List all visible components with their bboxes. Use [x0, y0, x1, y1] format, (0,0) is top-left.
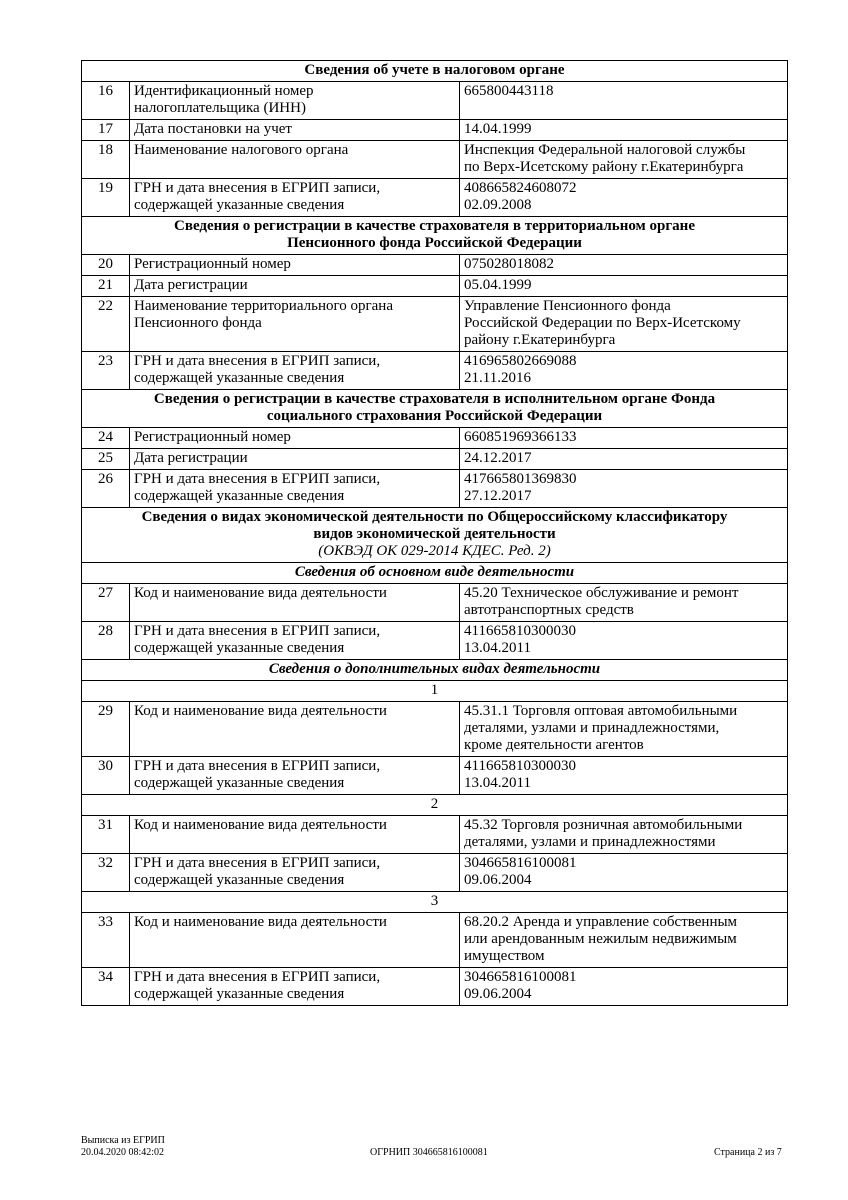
row-value-line: 45.20 Техническое обслуживание и ремонт — [464, 585, 739, 601]
row-label — [130, 584, 460, 622]
row-label — [130, 702, 460, 757]
row-label-line: Дата регистрации — [134, 277, 248, 293]
row-value-line: 09.06.2004 — [464, 986, 532, 1002]
row-value-line: 665800443118 — [464, 83, 554, 99]
row-value — [460, 584, 788, 622]
row-value-line: 13.04.2011 — [464, 640, 531, 656]
row-value — [460, 179, 788, 217]
row-label-line: Код и наименование вида деятельности — [134, 914, 387, 930]
section-title-line: социального страхования Российской Федерации — [266, 408, 603, 424]
table-row — [82, 757, 788, 795]
row-value-line: автотранспортных средств — [464, 602, 634, 618]
section-title-line: Сведения о регистрации в качестве страхователя в исполнительном органе Фонда — [153, 391, 716, 407]
row-label — [130, 428, 460, 449]
row-value-line: 24.12.2017 — [464, 450, 532, 466]
row-label — [130, 470, 460, 508]
row-label-line: Код и наименование вида деятельности — [134, 817, 387, 833]
row-value-line: Российской Федерации по Верх-Исетскому — [464, 315, 741, 331]
table-row — [82, 120, 788, 141]
row-label-line: ГРН и дата внесения в ЕГРИП записи, — [134, 969, 381, 985]
section-title-row — [82, 217, 788, 255]
row-value — [460, 449, 788, 470]
section-title-row — [82, 61, 788, 82]
row-label-line: содержащей указанные сведения — [134, 370, 345, 386]
row-value-line: 660851969366133 — [464, 429, 577, 445]
table-row — [82, 702, 788, 757]
table-row — [82, 297, 788, 352]
egrip-table-body — [82, 61, 788, 1006]
row-value-line: деталями, узлами и принадлежностями, — [464, 720, 720, 736]
table-row — [82, 968, 788, 1006]
row-number: 17 — [82, 120, 130, 141]
row-value — [460, 854, 788, 892]
row-value-line: 14.04.1999 — [464, 121, 532, 137]
row-value — [460, 757, 788, 795]
activity-group-index: 3 — [82, 892, 788, 913]
okved-section-title-row — [82, 508, 788, 563]
section-title — [82, 217, 788, 255]
row-value-line: деталями, узлами и принадлежностями — [464, 834, 716, 850]
row-value-line: 13.04.2011 — [464, 775, 531, 791]
table-row — [82, 352, 788, 390]
row-value-line: 09.06.2004 — [464, 872, 532, 888]
row-number: 33 — [82, 913, 130, 968]
row-label-line: содержащей указанные сведения — [134, 775, 345, 791]
row-value-line: 304665816100081 — [464, 969, 577, 985]
row-number: 29 — [82, 702, 130, 757]
row-label-line: содержащей указанные сведения — [134, 640, 345, 656]
row-value — [460, 141, 788, 179]
row-label-line: Дата постановки на учет — [134, 121, 292, 137]
footer-ogrnip: ОГРНИП 304665816100081 — [370, 1147, 488, 1158]
row-label-line: ГРН и дата внесения в ЕГРИП записи, — [134, 623, 381, 639]
row-value — [460, 276, 788, 297]
row-value-line: 45.31.1 Торговля оптовая автомобильными — [464, 703, 738, 719]
row-label-line: Регистрационный номер — [134, 429, 291, 445]
row-value — [460, 816, 788, 854]
row-label-line: ГРН и дата внесения в ЕГРИП записи, — [134, 471, 381, 487]
okved-section-title — [82, 508, 788, 563]
row-number: 26 — [82, 470, 130, 508]
table-row — [82, 82, 788, 120]
row-label — [130, 179, 460, 217]
row-value-line: 417665801369830 — [464, 471, 577, 487]
row-value-line: 304665816100081 — [464, 855, 577, 871]
row-value-line: 05.04.1999 — [464, 277, 532, 293]
okved-section-title-line: Сведения о видах экономической деятельности по Общероссийскому классификатору — [141, 509, 728, 525]
section-title-line: Сведения об учете в налоговом органе — [304, 62, 565, 78]
activity-group-index-row — [82, 892, 788, 913]
row-number: 18 — [82, 141, 130, 179]
row-value — [460, 622, 788, 660]
row-value-line: или арендованным нежилым недвижимым — [464, 931, 737, 947]
main-activity-title-row — [82, 563, 788, 584]
row-value-line: 416965802669088 — [464, 353, 577, 369]
section-title — [82, 390, 788, 428]
table-row — [82, 276, 788, 297]
row-label — [130, 352, 460, 390]
row-label — [130, 622, 460, 660]
row-value — [460, 968, 788, 1006]
row-label-line: ГРН и дата внесения в ЕГРИП записи, — [134, 180, 381, 196]
row-value — [460, 913, 788, 968]
row-label-line: содержащей указанные сведения — [134, 197, 345, 213]
additional-activity-title-row — [82, 660, 788, 681]
row-value — [460, 470, 788, 508]
row-label-line: Дата регистрации — [134, 450, 248, 466]
row-label-line: Пенсионного фонда — [134, 315, 262, 331]
row-label — [130, 120, 460, 141]
row-value-line: Управление Пенсионного фонда — [464, 298, 671, 314]
section-title — [82, 61, 788, 82]
row-label — [130, 255, 460, 276]
activity-group-index-row — [82, 681, 788, 702]
row-number: 27 — [82, 584, 130, 622]
table-row — [82, 449, 788, 470]
table-row — [82, 470, 788, 508]
row-value-line: 411665810300030 — [464, 623, 576, 639]
additional-activity-title: Сведения о дополнительных видах деятельности — [82, 660, 788, 681]
table-row — [82, 622, 788, 660]
row-label — [130, 297, 460, 352]
row-value-line: имуществом — [464, 948, 545, 964]
row-number: 25 — [82, 449, 130, 470]
row-label-line: содержащей указанные сведения — [134, 986, 345, 1002]
row-value — [460, 120, 788, 141]
row-number: 23 — [82, 352, 130, 390]
row-number: 34 — [82, 968, 130, 1006]
row-number: 22 — [82, 297, 130, 352]
activity-group-index-row — [82, 795, 788, 816]
row-number: 24 — [82, 428, 130, 449]
row-number: 21 — [82, 276, 130, 297]
row-value-line: 27.12.2017 — [464, 488, 532, 504]
section-title-line: Сведения о регистрации в качестве страхователя в территориальном органе — [174, 218, 695, 234]
row-label-line: Наименование налогового органа — [134, 142, 349, 158]
row-label — [130, 141, 460, 179]
row-label — [130, 449, 460, 470]
footer-doc-title: Выписка из ЕГРИП — [81, 1135, 165, 1146]
row-label — [130, 757, 460, 795]
row-value — [460, 82, 788, 120]
row-value-line: по Верх-Исетскому району г.Екатеринбурга — [464, 159, 744, 175]
row-value-line: Инспекция Федеральной налоговой службы — [464, 142, 746, 158]
table-row — [82, 428, 788, 449]
row-value-line: кроме деятельности агентов — [464, 737, 644, 753]
row-label — [130, 816, 460, 854]
row-number: 30 — [82, 757, 130, 795]
row-label — [130, 913, 460, 968]
activity-group-index: 2 — [82, 795, 788, 816]
row-number: 32 — [82, 854, 130, 892]
row-number: 31 — [82, 816, 130, 854]
footer-doc-info — [81, 1135, 165, 1159]
row-label-line: содержащей указанные сведения — [134, 872, 345, 888]
row-value — [460, 255, 788, 276]
row-value-line: 02.09.2008 — [464, 197, 532, 213]
table-row — [82, 854, 788, 892]
row-label-line: Идентификационный номер — [134, 83, 314, 99]
table-row — [82, 141, 788, 179]
footer-doc-datetime: 20.04.2020 08:42:02 — [81, 1147, 165, 1158]
egrip-table — [81, 60, 788, 1006]
table-row — [82, 584, 788, 622]
row-value — [460, 297, 788, 352]
table-row — [82, 913, 788, 968]
row-value — [460, 702, 788, 757]
row-label-line: ГРН и дата внесения в ЕГРИП записи, — [134, 855, 381, 871]
row-label-line: Регистрационный номер — [134, 256, 291, 272]
row-value-line: 45.32 Торговля розничная автомобильными — [464, 817, 743, 833]
okved-section-title-line: видов экономической деятельности — [313, 526, 556, 542]
row-label — [130, 854, 460, 892]
row-label-line: ГРН и дата внесения в ЕГРИП записи, — [134, 758, 381, 774]
row-label-line: ГРН и дата внесения в ЕГРИП записи, — [134, 353, 381, 369]
row-label-line: налогоплательщика (ИНН) — [134, 100, 306, 116]
row-value-line: 21.11.2016 — [464, 370, 531, 386]
row-number: 28 — [82, 622, 130, 660]
row-label — [130, 276, 460, 297]
section-title-line: Пенсионного фонда Российской Федерации — [287, 235, 582, 251]
table-row — [82, 179, 788, 217]
row-label-line: Наименование территориального органа — [134, 298, 393, 314]
table-row — [82, 255, 788, 276]
row-number: 20 — [82, 255, 130, 276]
activity-group-index: 1 — [82, 681, 788, 702]
section-title-row — [82, 390, 788, 428]
row-label — [130, 968, 460, 1006]
row-number: 16 — [82, 82, 130, 120]
row-label-line: содержащей указанные сведения — [134, 488, 345, 504]
row-number: 19 — [82, 179, 130, 217]
okved-classifier-edition: (ОКВЭД ОК 029-2014 КДЕС. Ред. 2) — [318, 543, 551, 559]
row-label-line: Код и наименование вида деятельности — [134, 703, 387, 719]
row-value-line: району г.Екатеринбурга — [464, 332, 616, 348]
row-value-line: 075028018082 — [464, 256, 554, 272]
row-value — [460, 352, 788, 390]
footer-page-number: Страница 2 из 7 — [714, 1147, 782, 1158]
row-value-line: 68.20.2 Аренда и управление собственным — [464, 914, 738, 930]
row-value-line: 408665824608072 — [464, 180, 577, 196]
row-value — [460, 428, 788, 449]
main-activity-title: Сведения об основном виде деятельности — [82, 563, 788, 584]
row-label — [130, 82, 460, 120]
row-label-line: Код и наименование вида деятельности — [134, 585, 387, 601]
table-row — [82, 816, 788, 854]
row-value-line: 411665810300030 — [464, 758, 576, 774]
